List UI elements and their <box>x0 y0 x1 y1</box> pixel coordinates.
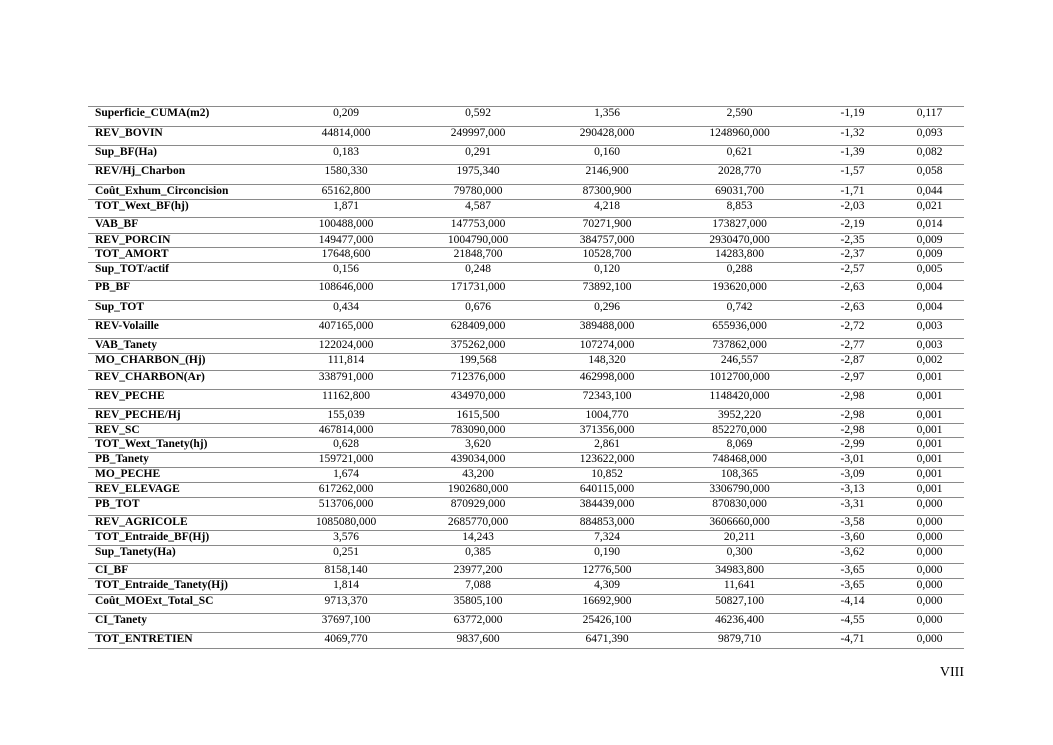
table-cell: 1004,770 <box>545 409 669 424</box>
table-cell: 0,005 <box>895 263 964 281</box>
row-label: Coût_MOExt_Total_SC <box>88 595 281 614</box>
table-cell: 249997,000 <box>411 127 545 146</box>
table-cell: 65162,800 <box>281 185 411 200</box>
table-cell: 0,001 <box>895 424 964 438</box>
table-cell: 0,001 <box>895 483 964 498</box>
table-cell: 100488,000 <box>281 218 411 234</box>
table-cell: 1580,330 <box>281 165 411 185</box>
table-cell: 462998,000 <box>545 371 669 390</box>
table-cell: 1012700,000 <box>669 371 810 390</box>
table-cell: 1,674 <box>281 468 411 483</box>
table-cell: 4,587 <box>411 200 545 218</box>
table-cell: 628409,000 <box>411 320 545 339</box>
table-cell: -1,71 <box>810 185 895 200</box>
row-label: Sup_BF(Ha) <box>88 146 281 165</box>
row-label: REV_PORCIN <box>88 234 281 248</box>
table-cell: 0,000 <box>895 614 964 633</box>
table-cell: 0,160 <box>545 146 669 165</box>
table-cell: -3,65 <box>810 579 895 595</box>
table-cell: 467814,000 <box>281 424 411 438</box>
table-cell: 0,021 <box>895 200 964 218</box>
table-cell: 0,044 <box>895 185 964 200</box>
table-cell: 0,183 <box>281 146 411 165</box>
table-cell: 8158,140 <box>281 564 411 579</box>
row-label: REV/Hj_Charbon <box>88 165 281 185</box>
table-cell: 1,356 <box>545 107 669 127</box>
table-cell: 375262,000 <box>411 339 545 354</box>
table-cell: 0,000 <box>895 531 964 546</box>
row-label: REV_PECHE <box>88 390 281 409</box>
table-cell: 0,117 <box>895 107 964 127</box>
table-cell: 384757,000 <box>545 234 669 248</box>
table-cell: 884853,000 <box>545 516 669 531</box>
row-label: Sup_TOT <box>88 301 281 320</box>
table-row <box>88 234 964 248</box>
table-cell: 1,814 <box>281 579 411 595</box>
table-cell: 407165,000 <box>281 320 411 339</box>
table-cell: 10528,700 <box>545 248 669 263</box>
table-row <box>88 614 964 633</box>
table-cell: 0,014 <box>895 218 964 234</box>
row-label: MO_CHARBON_(Hj) <box>88 354 281 371</box>
table-cell: 0,001 <box>895 390 964 409</box>
table-cell: -3,58 <box>810 516 895 531</box>
table-cell: 107274,000 <box>545 339 669 354</box>
table-cell: 0,093 <box>895 127 964 146</box>
table-cell: 1085080,000 <box>281 516 411 531</box>
table-cell: 3,576 <box>281 531 411 546</box>
table-cell: 155,039 <box>281 409 411 424</box>
table-cell: 513706,000 <box>281 498 411 516</box>
table-cell: 1148420,000 <box>669 390 810 409</box>
table-cell: 122024,000 <box>281 339 411 354</box>
table-cell: 371356,000 <box>545 424 669 438</box>
table-row <box>88 390 964 409</box>
table-cell: 0,001 <box>895 438 964 453</box>
table-cell: -3,01 <box>810 453 895 468</box>
table-row <box>88 301 964 320</box>
table-cell: 11162,800 <box>281 390 411 409</box>
row-label: PB_Tanety <box>88 453 281 468</box>
table-row <box>88 165 964 185</box>
table-cell: 783090,000 <box>411 424 545 438</box>
table-cell: 21848,700 <box>411 248 545 263</box>
table-cell: -3,65 <box>810 564 895 579</box>
data-table <box>88 106 964 649</box>
table-row <box>88 281 964 301</box>
table-cell: 384439,000 <box>545 498 669 516</box>
row-label: TOT_ENTRETIEN <box>88 633 281 649</box>
table-cell: -2,98 <box>810 409 895 424</box>
table-cell: 46236,400 <box>669 614 810 633</box>
table-cell: -2,72 <box>810 320 895 339</box>
table-cell: 0,009 <box>895 234 964 248</box>
table-cell: 148,320 <box>545 354 669 371</box>
row-label: CI_Tanety <box>88 614 281 633</box>
table-cell: 4,309 <box>545 579 669 595</box>
row-label: Superficie_CUMA(m2) <box>88 107 281 127</box>
table-cell: 0,385 <box>411 546 545 564</box>
row-label: Sup_TOT/actif <box>88 263 281 281</box>
table-row <box>88 468 964 483</box>
table-cell: -3,62 <box>810 546 895 564</box>
table-cell: 6471,390 <box>545 633 669 649</box>
table-cell: 70271,900 <box>545 218 669 234</box>
table-cell: 10,852 <box>545 468 669 483</box>
row-label: CI_BF <box>88 564 281 579</box>
table-cell: 1,871 <box>281 200 411 218</box>
table-cell: -4,14 <box>810 595 895 614</box>
table-cell: 0,082 <box>895 146 964 165</box>
table-cell: 9837,600 <box>411 633 545 649</box>
table-cell: 193620,000 <box>669 281 810 301</box>
row-label: TOT_Entraide_BF(Hj) <box>88 531 281 546</box>
table-cell: -2,57 <box>810 263 895 281</box>
table-cell: 4,218 <box>545 200 669 218</box>
table-row <box>88 564 964 579</box>
table-cell: 748468,000 <box>669 453 810 468</box>
table-cell: 0,190 <box>545 546 669 564</box>
table-cell: 434970,000 <box>411 390 545 409</box>
table-cell: 34983,800 <box>669 564 810 579</box>
table-row <box>88 409 964 424</box>
table-cell: -2,87 <box>810 354 895 371</box>
table-row <box>88 218 964 234</box>
table-cell: 0,209 <box>281 107 411 127</box>
row-label: REV_PECHE/Hj <box>88 409 281 424</box>
table-cell: 0,248 <box>411 263 545 281</box>
table-cell: 0,001 <box>895 409 964 424</box>
table-cell: 0,676 <box>411 301 545 320</box>
row-label: TOT_Entraide_Tanety(Hj) <box>88 579 281 595</box>
table-row <box>88 107 964 127</box>
table-cell: 0,000 <box>895 546 964 564</box>
table-cell: 246,557 <box>669 354 810 371</box>
table-cell: 290428,000 <box>545 127 669 146</box>
table-cell: 0,120 <box>545 263 669 281</box>
table-cell: -2,98 <box>810 424 895 438</box>
table-cell: 0,000 <box>895 564 964 579</box>
table-cell: 171731,000 <box>411 281 545 301</box>
row-label: VAB_BF <box>88 218 281 234</box>
table-cell: 20,211 <box>669 531 810 546</box>
table-cell: 0,004 <box>895 281 964 301</box>
table-row <box>88 200 964 218</box>
table-cell: 0,296 <box>545 301 669 320</box>
table-cell: -2,97 <box>810 371 895 390</box>
table-cell: 4069,770 <box>281 633 411 649</box>
row-label: PB_TOT <box>88 498 281 516</box>
table-cell: -4,71 <box>810 633 895 649</box>
table-cell: -2,99 <box>810 438 895 453</box>
table-cell: 0,628 <box>281 438 411 453</box>
table-cell: 1975,340 <box>411 165 545 185</box>
table-cell: 147753,000 <box>411 218 545 234</box>
table-cell: 108,365 <box>669 468 810 483</box>
table-cell: 1615,500 <box>411 409 545 424</box>
table-cell: 0,251 <box>281 546 411 564</box>
table-row <box>88 424 964 438</box>
table-cell: 1248960,000 <box>669 127 810 146</box>
table-row <box>88 146 964 165</box>
table-cell: 0,000 <box>895 516 964 531</box>
table-cell: 14,243 <box>411 531 545 546</box>
table-cell: 43,200 <box>411 468 545 483</box>
table-cell: -4,55 <box>810 614 895 633</box>
table-row <box>88 320 964 339</box>
table-cell: 44814,000 <box>281 127 411 146</box>
table-cell: 9879,710 <box>669 633 810 649</box>
table-cell: 17648,600 <box>281 248 411 263</box>
table-cell: 3952,220 <box>669 409 810 424</box>
table-cell: -2,63 <box>810 281 895 301</box>
table-cell: 79780,000 <box>411 185 545 200</box>
table-cell: 2685770,000 <box>411 516 545 531</box>
table-row <box>88 127 964 146</box>
table-cell: -3,31 <box>810 498 895 516</box>
table-cell: 0,156 <box>281 263 411 281</box>
table-cell: -2,19 <box>810 218 895 234</box>
table-cell: 3,620 <box>411 438 545 453</box>
table-cell: -2,03 <box>810 200 895 218</box>
table-cell: 149477,000 <box>281 234 411 248</box>
table-cell: 0,001 <box>895 453 964 468</box>
table-row <box>88 438 964 453</box>
row-label: VAB_Tanety <box>88 339 281 354</box>
table-cell: 852270,000 <box>669 424 810 438</box>
table-cell: -3,60 <box>810 531 895 546</box>
row-label: Sup_Tanety(Ha) <box>88 546 281 564</box>
table-cell: 25426,100 <box>545 614 669 633</box>
table-cell: 73892,100 <box>545 281 669 301</box>
table-cell: -2,37 <box>810 248 895 263</box>
table-cell: 159721,000 <box>281 453 411 468</box>
table-cell: 63772,000 <box>411 614 545 633</box>
row-label: TOT_Wext_Tanety(hj) <box>88 438 281 453</box>
table-cell: 389488,000 <box>545 320 669 339</box>
row-label: REV-Volaille <box>88 320 281 339</box>
table-row <box>88 185 964 200</box>
table-cell: 35805,100 <box>411 595 545 614</box>
table-cell: 870929,000 <box>411 498 545 516</box>
table-cell: 1902680,000 <box>411 483 545 498</box>
row-label: Coût_Exhum_Circoncision <box>88 185 281 200</box>
table-cell: -3,13 <box>810 483 895 498</box>
table-cell: 0,058 <box>895 165 964 185</box>
table-cell: 0,003 <box>895 320 964 339</box>
table-cell: -1,39 <box>810 146 895 165</box>
table-cell: 108646,000 <box>281 281 411 301</box>
table-cell: 50827,100 <box>669 595 810 614</box>
table-cell: 0,291 <box>411 146 545 165</box>
table-cell: 439034,000 <box>411 453 545 468</box>
table-cell: 2146,900 <box>545 165 669 185</box>
row-label: PB_BF <box>88 281 281 301</box>
table-cell: -1,19 <box>810 107 895 127</box>
table-cell: 0,000 <box>895 579 964 595</box>
table-row <box>88 633 964 649</box>
table-cell: 23977,200 <box>411 564 545 579</box>
table-cell: 7,324 <box>545 531 669 546</box>
table-cell: 111,814 <box>281 354 411 371</box>
table-cell: 0,300 <box>669 546 810 564</box>
table-cell: 16692,900 <box>545 595 669 614</box>
table-cell: 1004790,000 <box>411 234 545 248</box>
table-cell: -2,63 <box>810 301 895 320</box>
table-cell: 0,001 <box>895 468 964 483</box>
table-cell: 0,001 <box>895 371 964 390</box>
table-row <box>88 498 964 516</box>
table-cell: 14283,800 <box>669 248 810 263</box>
table-row <box>88 516 964 531</box>
table-body <box>88 107 964 649</box>
table-cell: 2,590 <box>669 107 810 127</box>
table-cell: 0,288 <box>669 263 810 281</box>
table-cell: 199,568 <box>411 354 545 371</box>
table-cell: 0,009 <box>895 248 964 263</box>
table-cell: 2028,770 <box>669 165 810 185</box>
table-row <box>88 546 964 564</box>
table-cell: 712376,000 <box>411 371 545 390</box>
table-cell: 0,000 <box>895 633 964 649</box>
row-label: REV_AGRICOLE <box>88 516 281 531</box>
row-label: REV_ELEVAGE <box>88 483 281 498</box>
table-cell: 12776,500 <box>545 564 669 579</box>
table-cell: 69031,700 <box>669 185 810 200</box>
table-row <box>88 248 964 263</box>
table-cell: 870830,000 <box>669 498 810 516</box>
table-cell: 87300,900 <box>545 185 669 200</box>
row-label: REV_CHARBON(Ar) <box>88 371 281 390</box>
table-cell: 0,003 <box>895 339 964 354</box>
table-cell: 0,002 <box>895 354 964 371</box>
table-cell: -3,09 <box>810 468 895 483</box>
table-cell: 7,088 <box>411 579 545 595</box>
table-cell: 8,853 <box>669 200 810 218</box>
page-number: VIII <box>939 665 964 680</box>
table-cell: 0,742 <box>669 301 810 320</box>
table-cell: 72343,100 <box>545 390 669 409</box>
table-cell: 37697,100 <box>281 614 411 633</box>
table-cell: 3306790,000 <box>669 483 810 498</box>
table-cell: 655936,000 <box>669 320 810 339</box>
row-label: REV_SC <box>88 424 281 438</box>
table-cell: 737862,000 <box>669 339 810 354</box>
table-row <box>88 483 964 498</box>
table-cell: 3606660,000 <box>669 516 810 531</box>
table-cell: 0,621 <box>669 146 810 165</box>
table-cell: 8,069 <box>669 438 810 453</box>
table-cell: 617262,000 <box>281 483 411 498</box>
table-cell: 0,592 <box>411 107 545 127</box>
table-cell: -2,35 <box>810 234 895 248</box>
table-row <box>88 263 964 281</box>
table-row <box>88 531 964 546</box>
table-cell: 173827,000 <box>669 218 810 234</box>
table-row <box>88 371 964 390</box>
row-label: REV_BOVIN <box>88 127 281 146</box>
row-label: TOT_AMORT <box>88 248 281 263</box>
table-cell: 11,641 <box>669 579 810 595</box>
table-row <box>88 579 964 595</box>
table-cell: -2,98 <box>810 390 895 409</box>
table-cell: -1,32 <box>810 127 895 146</box>
table-cell: 2930470,000 <box>669 234 810 248</box>
row-label: MO_PECHE <box>88 468 281 483</box>
table-cell: 9713,370 <box>281 595 411 614</box>
table-cell: -1,57 <box>810 165 895 185</box>
table-cell: 2,861 <box>545 438 669 453</box>
table-cell: -2,77 <box>810 339 895 354</box>
table-cell: 123622,000 <box>545 453 669 468</box>
table-cell: 0,434 <box>281 301 411 320</box>
row-label: TOT_Wext_BF(hj) <box>88 200 281 218</box>
table-row <box>88 595 964 614</box>
table-cell: 338791,000 <box>281 371 411 390</box>
table-cell: 0,004 <box>895 301 964 320</box>
table-row <box>88 453 964 468</box>
table-cell: 0,000 <box>895 595 964 614</box>
table-cell: 640115,000 <box>545 483 669 498</box>
table-row <box>88 339 964 354</box>
table-cell: 0,000 <box>895 498 964 516</box>
table-row <box>88 354 964 371</box>
